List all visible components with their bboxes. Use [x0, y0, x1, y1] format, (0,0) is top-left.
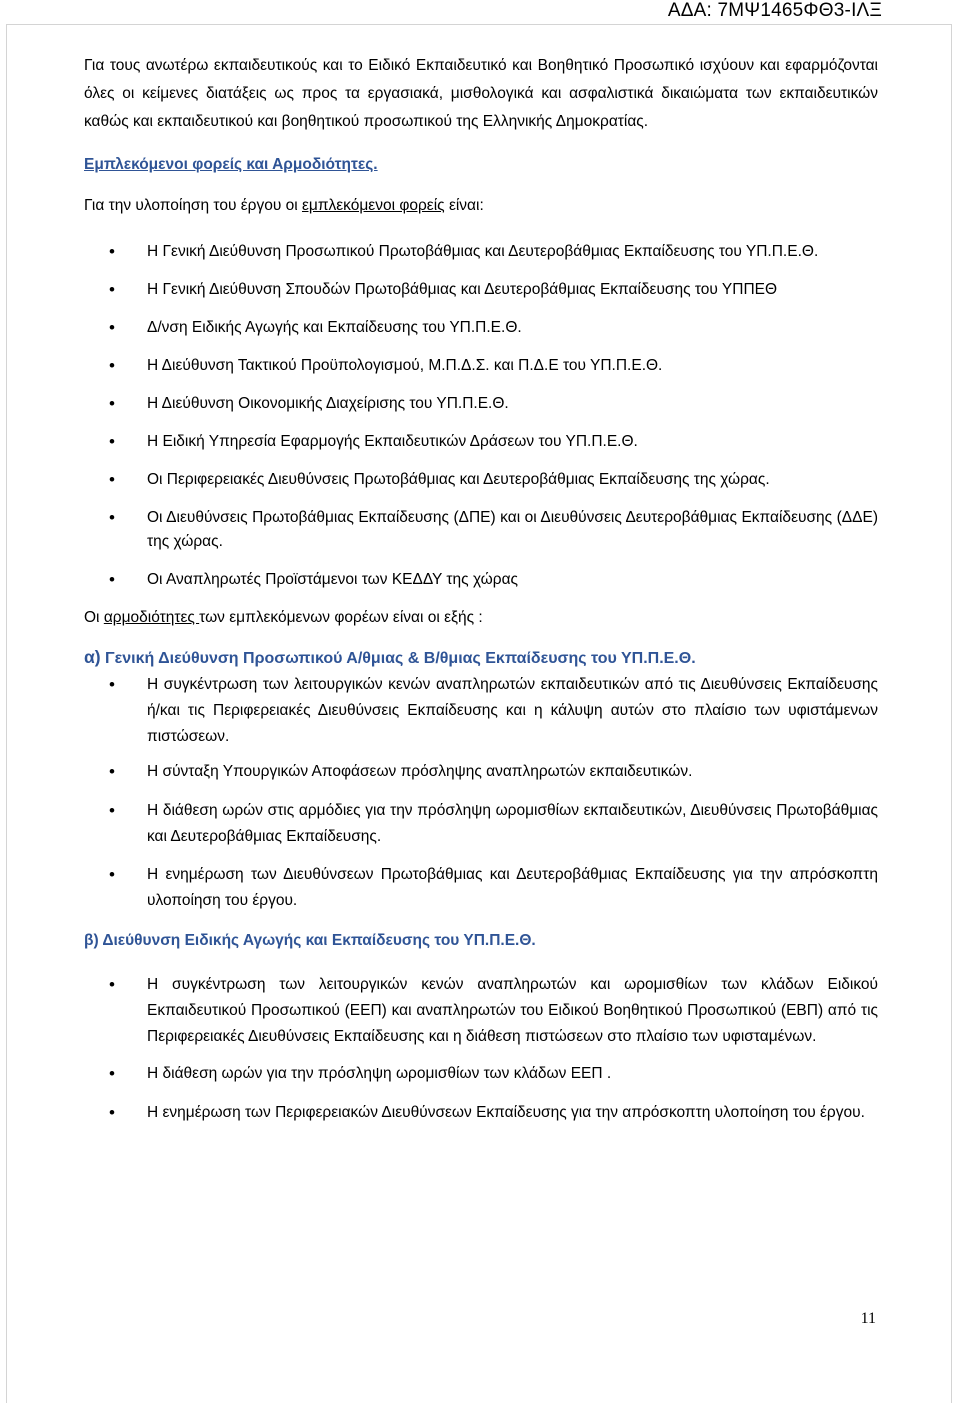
section-a-heading: Γενική Διεύθυνση Προσωπικού Α/θμιας & Β/θμιας Εκπαίδευσης του ΥΠ.Π.Ε.Θ. — [100, 650, 696, 667]
list-item: • Η συγκέντρωση των λειτουργικών κενών αναπληρωτών εκπαιδευτικών από τις Διευθύνσεις Εκπαίδευσης ή/και τις Περιφερειακές Διευθύνσεις Εκπαίδευσης και η κάλυψη αυτών στο πλαίσιο των υφιστάμενων πιστώσεων. — [84, 672, 878, 750]
section-a-list — [84, 672, 878, 914]
responsibilities-paragraph — [84, 606, 878, 630]
ada-code: ΑΔΑ: 7ΜΨ1465ΦΘ3-ΙΛΞ — [667, 0, 882, 21]
list-item: • Η συγκέντρωση των λειτουργικών κενών αναπληρωτών και ωρομισθίων των κλάδων Ειδικού Εκπαιδευτικού Προσωπικού (ΕΕΠ) και αναπληρωτών του Ειδικού Βοηθητικού Προσωπικού (ΕΒΠ) από τις Περιφερειακές Διευθύνσεις Εκπαίδευσης και η διάθεση πιστώσεων στο πλαίσιο των υφισταμένων. — [84, 972, 878, 1050]
intro-paragraph: Για τους ανωτέρω εκπαιδευτικούς και το Ειδικό Εκπαιδευτικό και Βοηθητικό Προσωπικό ισχύουν και εφαρμόζονται όλες οι κείμενες διατάξεις ως προς τα εργασιακά, μισθολογικά και ασφαλιστικά δικαιώματα των εκπαιδευτικών καθώς και εκπαιδευτικού και βοηθητικού προσωπικού της Ελληνικής Δημοκρατίας. — [84, 57, 878, 130]
list-item: • Η Γενική Διεύθυνση Προσωπικού Πρωτοβάθμιας και Δευτεροβάθμιας Εκπαίδευσης του ΥΠ.Π.Ε.Θ. — [84, 240, 878, 264]
section-b-title: β) Διεύθυνση Ειδικής Αγωγής και Εκπαίδευσης του ΥΠ.Π.Ε.Θ. — [84, 932, 536, 949]
list-item: • Η διάθεση ωρών στις αρμόδιες για την πρόσληψη ωρομισθίων εκπαιδευτικών, Διευθύνσεις Πρωτοβάθμιας και Δευτεροβάθμιας Εκπαίδευσης. — [84, 798, 878, 850]
list-item: • Η Ειδική Υπηρεσία Εφαρμογής Εκπαιδευτικών Δράσεων του ΥΠ.Π.Ε.Θ. — [84, 430, 878, 454]
section-heading: Εμπλεκόμενοι φορείς και Αρμοδιότητες. — [84, 156, 378, 173]
list-item: • Η Διεύθυνση Οικονομικής Διαχείρισης του ΥΠ.Π.Ε.Θ. — [84, 392, 878, 416]
bodies-list — [84, 240, 878, 592]
list-item: • Η ενημέρωση των Περιφερειακών Διευθύνσεων Εκπαίδευσης για την απρόσκοπτη υλοποίηση του έργου. — [84, 1100, 878, 1126]
list-item: • Η Γενική Διεύθυνση Σπουδών Πρωτοβάθμιας και Δευτεροβάθμιας Εκπαίδευσης του ΥΠΠΕΘ — [84, 278, 878, 302]
page-content — [84, 52, 878, 1126]
section-a-label: α) — [84, 647, 101, 667]
list-item: • Οι Αναπληρωτές Προϊστάμενοι των ΚΕΔΔΥ της χώρας — [84, 568, 878, 592]
implementation-paragraph — [84, 194, 878, 218]
responsibilities-underlined: αρμοδιότητες — [103, 609, 200, 626]
section-b-list — [84, 972, 878, 1126]
list-item: • Η Διεύθυνση Τακτικού Προϋπολογισμού, Μ.Π.Δ.Σ. και Π.Δ.Ε του ΥΠ.Π.Ε.Θ. — [84, 354, 878, 378]
list-item: • Η διάθεση ωρών για την πρόσληψη ωρομισθίων των κλάδων ΕΕΠ . — [84, 1062, 878, 1086]
list-item: • Οι Περιφερειακές Διευθύνσεις Πρωτοβάθμιας και Δευτεροβάθμιας Εκπαίδευσης της χώρας. — [84, 468, 878, 492]
list-item: • Η ενημέρωση των Διευθύνσεων Πρωτοβάθμιας και Δευτεροβάθμιας Εκπαίδευσης για την απρόσκοπτη υλοποίηση του έργου. — [84, 862, 878, 914]
page-number: 11 — [860, 1310, 876, 1327]
implementation-suffix: είναι: — [444, 197, 484, 214]
list-item: • Δ/νση Ειδικής Αγωγής και Εκπαίδευσης του ΥΠ.Π.Ε.Θ. — [84, 316, 878, 340]
responsibilities-prefix: Οι — [84, 609, 104, 626]
implementation-prefix: Για την υλοποίηση του έργου οι — [84, 197, 302, 214]
list-item: • Οι Διευθύνσεις Πρωτοβάθμιας Εκπαίδευσης (ΔΠΕ) και οι Διευθύνσεις Δευτεροβάθμιας Εκπαίδευσης (ΔΔΕ) της χώρας. — [84, 506, 878, 554]
responsibilities-suffix: των εμπλεκόμενων φορέων είναι οι εξής : — [199, 609, 483, 626]
section-a-title — [84, 646, 878, 670]
list-item: • Η σύνταξη Υπουργικών Αποφάσεων πρόσληψης αναπληρωτών εκπαιδευτικών. — [84, 760, 878, 784]
implementation-underlined: εμπλεκόμενοι φορείς — [301, 197, 445, 214]
